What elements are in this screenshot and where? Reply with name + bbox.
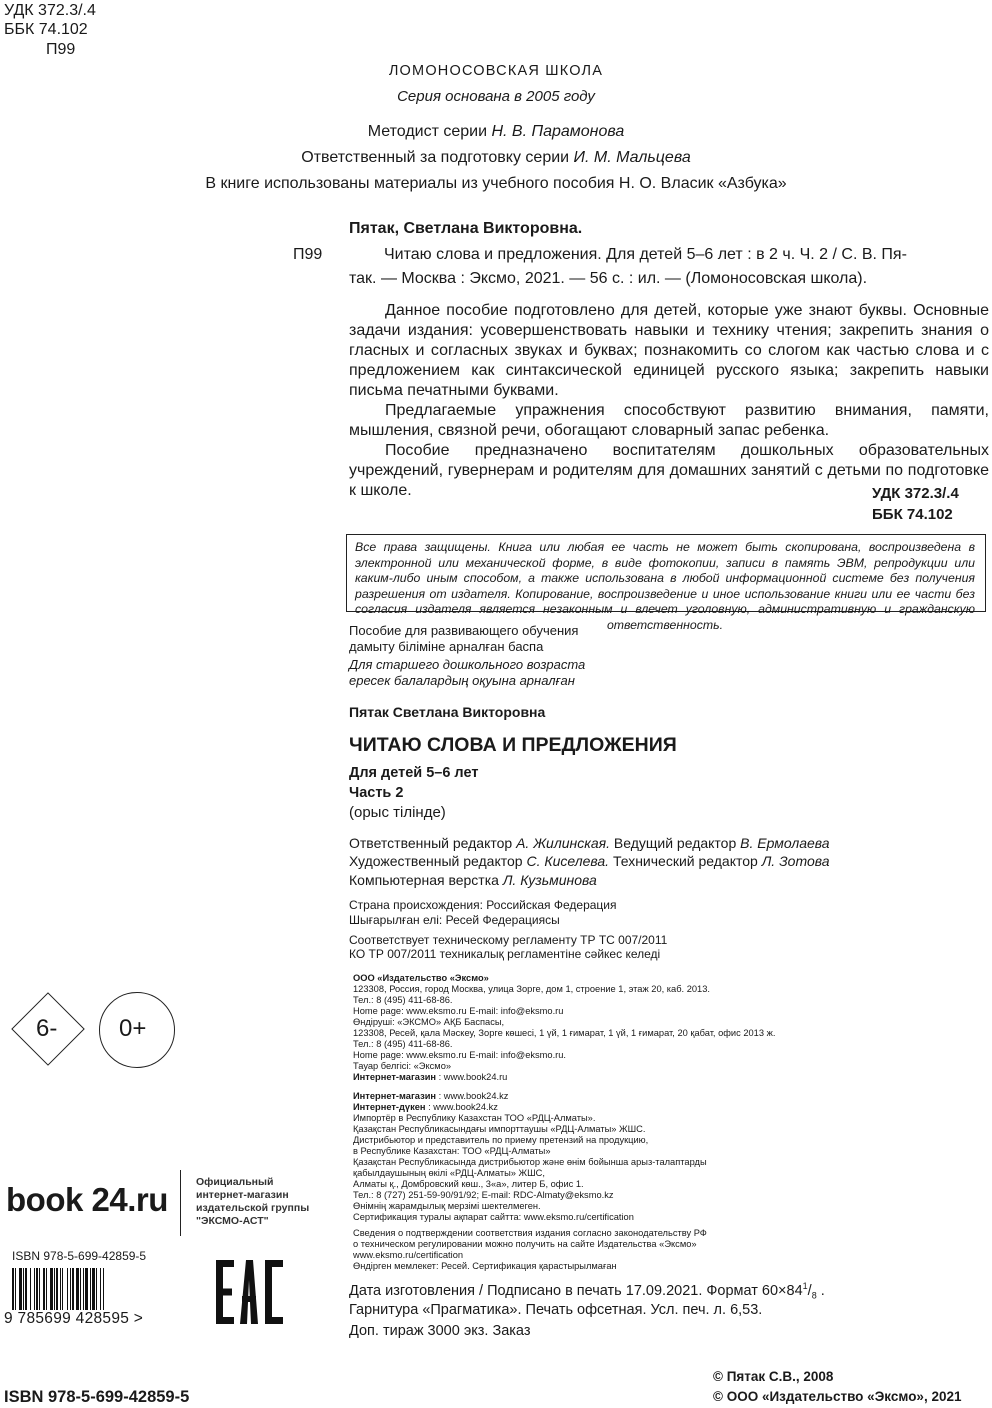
book24-divider [180,1170,181,1236]
origin-ru: Страна происхождения: Российская Федерация [349,898,617,912]
editors-line1: Ответственный редактор А. Жилинская. Ведущий редактор В. Ермолаева [349,835,830,851]
corner-code: П99 [46,41,76,58]
distributor-block: Интернет-магазин : www.book24.kz Интернет-дүкен : www.book24.kz Импортёр в Республику Казахстан ТОО «РДЦ-Алматы». Қазақстан Республикасындағы импорттаушы «РДЦ-Алматы» ЖШС. Дистрибьютор и представитель по приему претензий на продукцию, в Республике Казахстан: ТОО «РДЦ-Алматы» Қазақстан Республикасында дистрибьютор және өнім бойынша арыз-талаптарды қабылдаушының өкілі «РДЦ-Алматы» ЖШС, Алматы қ., Домбровский көш., 3«а», литер Б, офис 1. Тел.: 8 (727) 251-59-90/91/92; E-mail: RDC-Almaty@eksmo.kz Өнімнің жарамдылық мерзімі шектелмеген. Сертификация туралы ақпарат сайтта: www.eksmo.ru/certification [353,1091,707,1222]
book24-logo: book 24.ru [6,1181,168,1218]
rights-box: Все права защищены. Книга или любая ее часть не может быть скопирована, воспроизведена в электронной или механической форме, в виде фотокопии, записи в память ЭВМ, репродукции или каким-либо иным способом, а также использована в любой информационной системе без получения разрешения от издателя. Копирование, воспроизведение и иное использование книги или ее части без согласия издателя является незаконным и влечет уголовную, административную и гражданскую ответственность. [346,534,986,612]
bib-line2: так. — Москва : Эксмо, 2021. — 56 с. : ил. — (Ломоносовская школа). [349,270,868,287]
copyright-author: © Пятак С.В., 2008 [713,1369,834,1384]
age-ru: Для старшего дошкольного возраста [349,657,586,672]
corner-bbk: ББК 74.102 [4,21,88,38]
book-age: Для детей 5–6 лет [349,765,479,781]
book-part: Часть 2 [349,785,404,801]
annotation-bbk: ББК 74.102 [872,506,953,523]
series-responsible: Ответственный за подготовку серии И. М. Мальцева [301,149,691,166]
barcode-bar [104,1268,105,1310]
bib-line1: Читаю слова и предложения. Для детей 5–6 лет : в 2 ч. Ч. 2 / С. В. Пя- [384,246,907,263]
annotation-udk: УДК 372.3/.4 [872,485,959,502]
bib-code: П99 [293,246,323,263]
series-name: ЛОМОНОСОВСКАЯ ШКОЛА [388,63,604,79]
reg-kz: КО ТР 007/2011 техникалық регламентіне сәйкес келеді [349,947,661,961]
series-founded: Серия основана в 2005 году [397,88,595,105]
origin-kz: Шығарылған елі: Ресей Федерациясы [349,913,560,927]
book-author: Пятак Светлана Викторовна [349,704,546,720]
book-language: (орыс тілінде) [349,804,446,821]
series-materials: В книге использованы материалы из учебного пособия Н. О. Власик «Азбука» [205,175,787,192]
bib-author: Пятак, Светлана Викторовна. [349,220,583,237]
copyright-publisher: © ООО «Издательство «Эксмо», 2021 [713,1389,962,1404]
isbn-small: ISBN 978-5-699-42859-5 [12,1249,147,1263]
book24-caption: Официальный интернет-магазин издательской группы "ЭКСМО-АСТ" [196,1176,310,1227]
annotation-p3: Пособие предназначено воспитателям дошкольных образовательных учреждений, гувернерам и родителям для домашних занятий с детьми по подготовке к школе. [349,442,989,499]
series-methodist: Методист серии Н. В. Парамонова [367,123,625,140]
age-diamond-label: 6- [36,1015,58,1042]
isbn-barcode [12,1268,160,1310]
corner-udk: УДК 372.3/.4 [4,2,96,19]
barcode-digits: 9 785699 428595 > [4,1310,144,1327]
publisher-block: ООО «Издательство «Эксмо» 123308, Россия, город Москва, улица Зорге, дом 1, строение 1, этаж 20, каб. 2013. Тел.: 8 (495) 411-68-86. Home page: www.eksmo.ru E-mail: info@eksmo.ru Өндіруші: «ЭКСМО» АҚБ Баспасы, 123308, Ресей, қала Мәскеу, Зорге көшесі, 1 үй, 1 ғимарат, 1 үй, 1 ғимарат, 20 қабат, офис 2013 ж. Тел.: 8 (495) 411-68-86. Home page: www.eksmo.ru E-mail: info@eksmo.ru. Тауар белгісі: «Эксмо» Интернет-магазин : www.book24.ru [353,973,776,1082]
age-circle-label: 0+ [119,1015,147,1042]
reg-ru: Соответствует техническому регламенту ТР ТС 007/2011 [349,933,668,947]
age-kz: ересек балалардың оқуына арналған [349,673,575,688]
print-date: Дата изготовления / Подписано в печать 17.09.2021. Формат $60\times 84^1/_8$ . [349,1281,825,1301]
cert-block: Сведения о подтверждении соответствия издания согласно законодательству РФ о техническом регулировании можно получить на сайте Издательства «Эксмо» www.eksmo.ru/certification Өндірген мемлекет: Ресей. Сертификация қарастырылмаған [353,1228,707,1271]
print-run: Доп. тираж 3000 экз. Заказ [349,1323,531,1339]
editors-line2: Художественный редактор С. Киселева. Технический редактор Л. Зотова [349,853,830,869]
editors-line3: Компьютерная верстка Л. Кузьминова [349,872,597,888]
isbn-big: ISBN 978-5-699-42859-5 [4,1388,190,1406]
annotation-p1: Данное пособие подготовлено для детей, которые уже знают буквы. Основные задачи издания: усовершенствовать навыки и технику чтения; закрепить знания о гласных и согласных звуках и буквах; познакомить со слогом как частью слова и с предложением как синтаксической единицей русского языка; закрепить навыки письма печатными буквами. [349,302,989,399]
annotation [349,301,989,501]
annotation-p2: Предлагаемые упражнения способствуют развитию внимания, памяти, мышления, связной речи, обогащают словарный запас ребенка. [349,402,989,439]
purpose-kz: дамыту біліміне арналған баспа [349,639,544,654]
purpose-ru: Пособие для развивающего обучения [349,623,579,638]
book-title: ЧИТАЮ СЛОВА И ПРЕДЛОЖЕНИЯ [349,734,677,756]
print-font: Гарнитура «Прагматика». Печать офсетная. Усл. печ. л. 6,53. [349,1302,763,1318]
eac-mark-icon [216,1260,284,1324]
